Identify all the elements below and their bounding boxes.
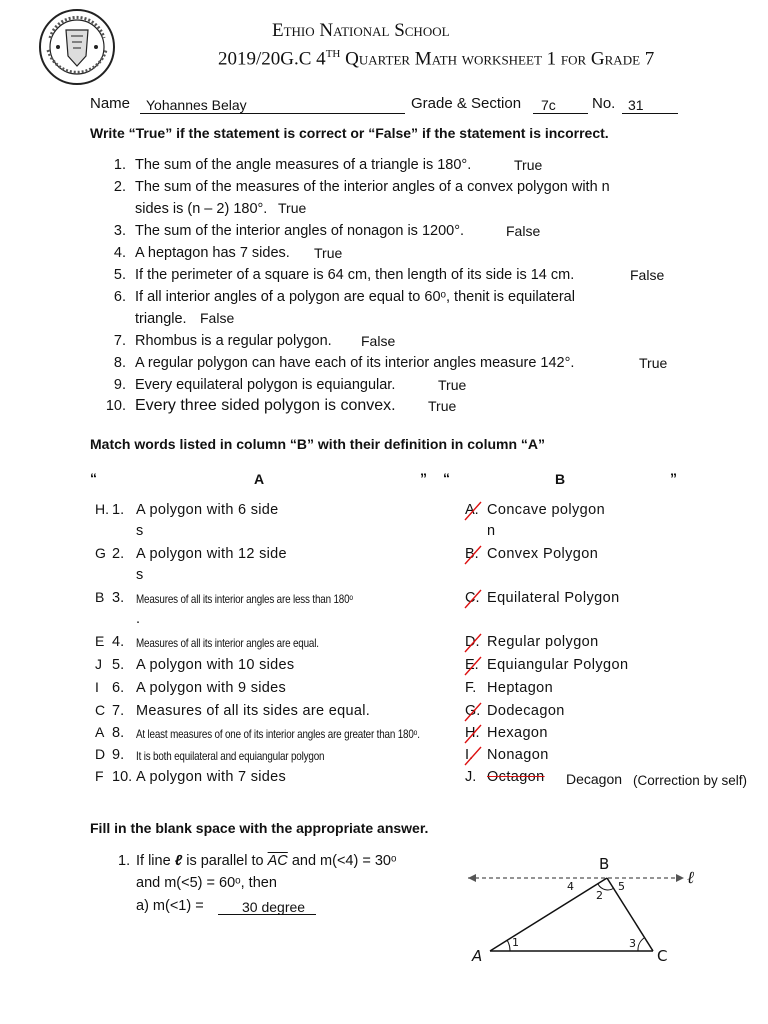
col-a-number: 5. [112,657,125,673]
col-b-letter: D. [465,634,480,650]
angle-1-label: 1 [512,936,519,949]
cross-out-mark [462,632,484,654]
tf-item-text: Every three sided polygon is convex. [135,397,396,414]
fill-line1-pre: If line [136,853,171,869]
no-value: 31 [628,97,644,113]
correction-text: Decagon [566,771,623,787]
col-a-number: 9. [112,747,125,763]
tf-answer[interactable]: False [361,333,396,349]
tf-item-text: If the perimeter of a square is 64 cm, then length of its side is 14 cm. [135,267,575,283]
tf-item-text-cont: sides is (n – 2) 180°. [135,201,268,217]
col-a-number: 2. [112,546,125,562]
angle-5-label: 5 [618,880,625,893]
match-answer[interactable]: G [95,545,106,561]
title-pre: 2019/20G.C 4 [218,48,326,70]
tf-item-number: 1. [113,157,126,173]
match-answer[interactable]: D [95,746,106,762]
tf-item-text: The sum of the angle measures of a triangle is 180°. [135,157,472,173]
col-a-open-quote: “ [90,470,97,486]
fill-a-answer-field[interactable] [218,898,316,915]
school-name: Ethio National School [272,20,450,41]
tf-item-text: Rhombus is a regular polygon. [135,333,332,349]
cross-out-mark [462,701,484,723]
line-l-symbol: ℓ [174,853,183,869]
match-instruction: Match words listed in column “B” with their definition in column “A” [90,436,546,452]
col-a-number: 3. [112,590,125,606]
col-a-number: 7. [112,703,125,719]
col-a-number: 4. [112,634,125,650]
segment-ac: $\overline{AC}$ [267,853,288,869]
col-a-definition: Measures of all its sides are equal. [136,703,371,719]
tf-item-number: 3. [113,223,126,239]
col-b-term: Equiangular Polygon [487,657,629,673]
angle-3-label: 3 [629,937,636,950]
tf-answer[interactable]: True [639,355,668,371]
cross-out-mark [462,588,484,610]
col-b-letter: G. [465,703,481,719]
cross-out-mark [462,745,484,767]
grade-field[interactable] [533,96,588,114]
match-answer[interactable]: B [95,589,105,605]
cross-out-mark [462,544,484,566]
title-sup: TH [325,48,341,60]
left-arrowhead [468,874,476,882]
tf-item-number: 6. [113,289,126,305]
vertex-c: C [657,947,668,965]
right-arrowhead [676,874,684,882]
col-b-term: Hexagon [487,725,548,741]
tf-item-number: 8. [113,355,126,371]
col-b-letter: B. [465,546,479,562]
tf-instruction: Write “True” if the statement is correct or “False” if the statement is incorrect. [90,125,609,141]
tf-item-text: If all interior angles of a polygon are equal to 60ᵒ, thenit is equilateral [135,289,575,305]
tf-answer[interactable]: True [278,200,307,216]
no-label: No. [592,95,616,112]
col-b-term: Concave polygon [487,502,606,518]
col-b-term: Nonagon [487,747,549,763]
col-b-term: Regular polygon [487,634,599,650]
col-b-letter: A. [465,502,479,518]
col-b-open-quote: “ [443,470,450,486]
tf-item-number: 5. [113,267,126,283]
cross-out-mark [462,500,484,522]
col-a-header: A [254,471,265,487]
title-post: Quarter Math worksheet 1 for Grade 7 [340,48,655,70]
col-a-definition: At least measures of one of its interior angles are greater than 180ᵒ. [136,727,420,741]
worksheet-title [218,48,654,70]
no-field[interactable] [622,96,678,114]
fill-line1-mid: is parallel to [186,853,264,869]
fill-a-answer: 30 degree [242,899,306,915]
col-a-definition-cont: s [136,567,144,583]
col-b-term: Equilateral Polygon [487,590,620,606]
col-a-definition: A polygon with 7 sides [136,769,287,785]
line-l-label: ℓ [687,868,695,888]
match-answer[interactable]: A [95,724,105,740]
tf-answer[interactable]: True [514,157,543,173]
grade-value: 7c [541,97,556,113]
col-a-number: 6. [112,680,125,696]
tf-item-text: Every equilateral polygon is equiangular. [135,377,396,393]
tf-item-number: 10. [105,398,126,414]
col-a-number: 1. [112,502,125,518]
angle-1-arc [507,940,510,951]
col-a-number: 8. [112,725,125,741]
col-b-header: B [555,471,566,487]
col-a-definition: It is both equilateral and equiangular polygon [136,749,325,763]
tf-item-number: 2. [113,179,126,195]
tf-answer[interactable]: True [314,245,343,261]
match-answer[interactable]: I [95,679,99,695]
col-a-definition: A polygon with 6 side [136,502,279,518]
col-b-term: Heptagon [487,680,554,696]
tf-item-text: The sum of the measures of the interior angles of a convex polygon with n [135,179,610,195]
col-b-term: Dodecagon [487,703,565,719]
col-b-letter: C. [465,590,480,606]
col-b-letter: J. [465,769,477,785]
col-a-definition: A polygon with 9 sides [136,680,287,696]
col-b-letter: H. [465,725,480,741]
col-a-close-quote: ” [420,470,427,486]
fill-instruction: Fill in the blank space with the appropriate answer. [90,820,429,836]
cross-out-mark [462,723,484,745]
col-b-letter: E. [465,657,479,673]
col-a-definition: A polygon with 10 sides [136,657,295,673]
angle-4-label: 4 [567,880,574,893]
tf-item-text-cont: triangle. [135,311,187,327]
fill-line-2: and m(<5) = 60ᵒ, then [136,875,277,891]
tf-answer[interactable]: False [200,310,235,326]
match-answer[interactable]: E [95,633,105,649]
tf-item-number: 9. [113,377,126,393]
tf-item-number: 4. [113,245,126,261]
correction-note: (Correction by self) [633,773,748,788]
col-b-term-cont: n [487,523,496,539]
col-b-close-quote: ” [670,470,677,486]
match-answer[interactable]: F [95,768,104,784]
col-a-definition-cont: . [136,611,141,627]
vertex-a: A [472,947,483,965]
fill-line-1 [136,853,396,869]
name-label: Name [90,95,131,112]
match-answer[interactable]: C [95,702,106,718]
match-answer[interactable]: J [95,656,102,672]
tf-item-text: A heptagon has 7 sides. [135,245,290,261]
angle-3-arc [638,938,644,951]
fill-num: 1. [118,853,131,869]
name-value: Yohannes Belay [146,97,247,113]
col-b-term: Octagon [487,769,545,785]
name-field[interactable] [140,96,405,114]
tf-answer[interactable]: True [438,377,467,393]
col-a-definition-cont: s [136,523,144,539]
vertex-b: B [599,855,610,873]
tf-answer[interactable]: False [506,223,541,239]
tf-answer[interactable]: True [428,398,457,414]
school-seal [38,8,116,86]
grade-label: Grade & Section [411,95,522,112]
cross-out-mark [462,655,484,677]
tf-item-text: The sum of the interior angles of nonagon is 1200°. [135,223,465,239]
tf-answer[interactable]: False [630,267,665,283]
col-b-letter: I. [465,747,474,763]
triangle-figure [460,850,710,970]
fill-a-label: a) m(<1) = [136,898,204,914]
col-a-definition: A polygon with 12 side [136,546,287,562]
col-a-number: 10. [112,769,133,785]
col-a-definition: Measures of all its interior angles are equal. [136,636,319,650]
col-b-letter: F. [465,680,477,696]
tf-item-text: A regular polygon can have each of its interior angles measure 142°. [135,355,575,371]
fill-line1-post: and m(<4) = 30ᵒ [291,853,397,869]
tf-item-number: 7. [113,333,126,349]
col-a-definition: Measures of all its interior angles are less than 180ᵒ [136,592,353,606]
match-answer[interactable]: H. [95,501,109,517]
angle-2-label: 2 [596,889,603,902]
col-b-term: Convex Polygon [487,546,599,562]
